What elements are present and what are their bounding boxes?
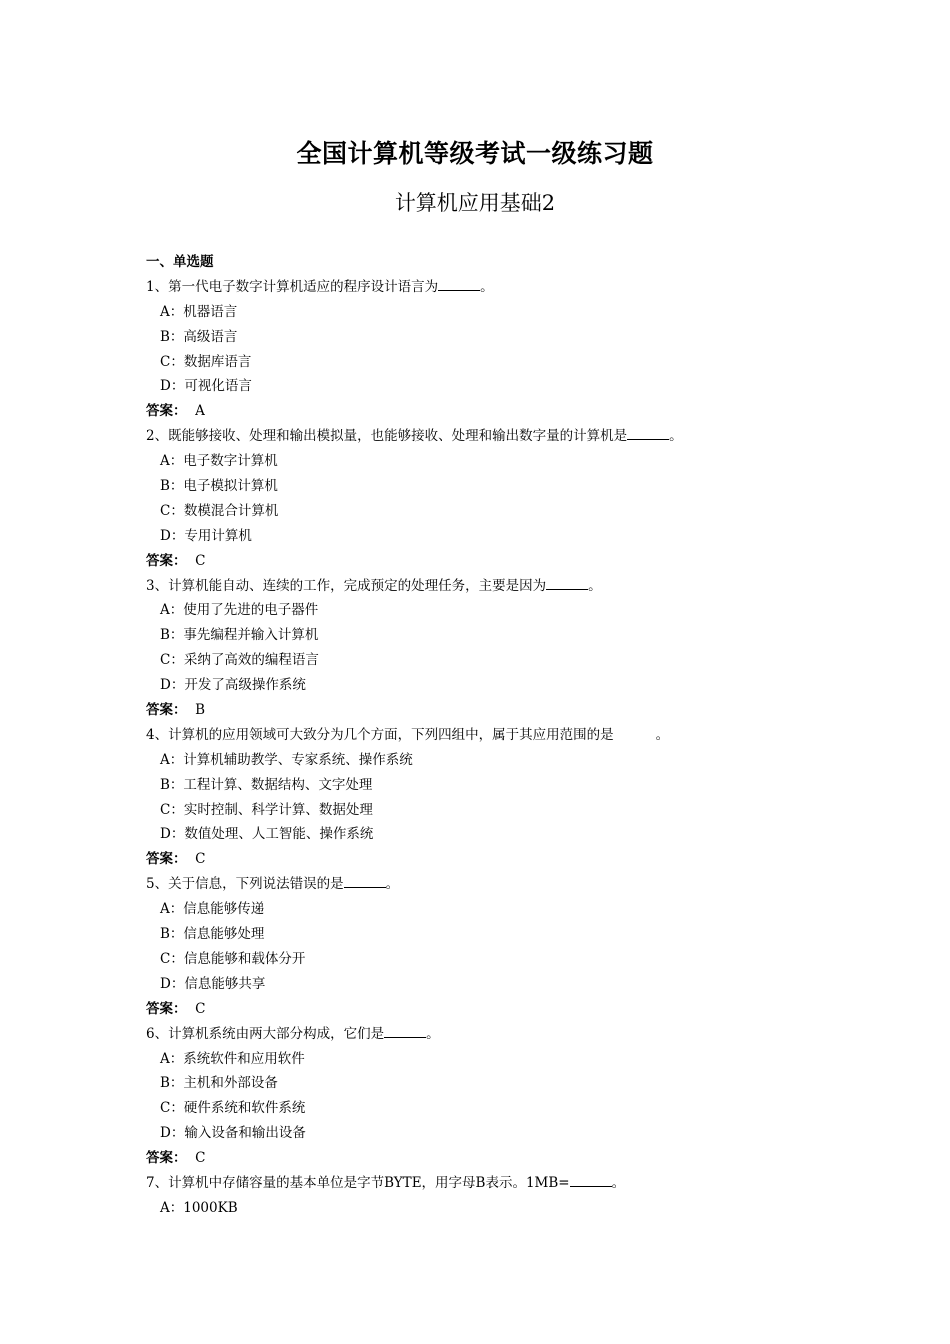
option-d: D：输入设备和输出设备 xyxy=(160,1125,306,1142)
answer-blank xyxy=(546,575,588,590)
option-c: C：采纳了高效的编程语言 xyxy=(160,652,319,669)
question-stem: 6、计算机系统由两大部分构成，它们是 xyxy=(146,1025,385,1042)
option-a: A：计算机辅助教学、专家系统、操作系统 xyxy=(160,751,413,768)
answer-label: 答案： xyxy=(146,851,187,868)
page-title: 全国计算机等级考试一级练习题 xyxy=(296,139,654,168)
answer-line xyxy=(146,549,846,574)
option-b: B：高级语言 xyxy=(160,328,238,345)
section-heading: 一、单选题 xyxy=(146,254,214,270)
answer-value: C xyxy=(195,552,206,569)
answer-value: C xyxy=(195,1150,206,1167)
question-stem-end: 。 xyxy=(385,876,400,893)
question-2 xyxy=(146,424,846,449)
question-stem: 5、关于信息，下列说法错误的是 xyxy=(146,876,344,893)
answer-label: 答案： xyxy=(146,702,187,719)
answer-label: 答案： xyxy=(146,1150,187,1167)
option-a: A：机器语言 xyxy=(160,303,238,320)
question-stem: 7、计算机中存储容量的基本单位是字节BYTE，用字母B表示。1MB= xyxy=(146,1174,570,1191)
option-b: B：主机和外部设备 xyxy=(160,1075,278,1092)
question-6 xyxy=(146,1022,846,1047)
question-3 xyxy=(146,574,846,599)
question-stem-end: 。 xyxy=(480,278,494,295)
option-c: C：数据库语言 xyxy=(160,353,252,370)
answer-value: C xyxy=(195,1000,206,1017)
option-c: C：硬件系统和软件系统 xyxy=(160,1100,306,1117)
question-stem-end: 。 xyxy=(655,726,670,743)
answer-value: B xyxy=(195,702,206,719)
answer-value: C xyxy=(195,851,206,868)
question-list xyxy=(146,250,846,1221)
question-7 xyxy=(146,1171,846,1196)
option-b: B：工程计算、数据结构、文字处理 xyxy=(160,776,373,793)
answer-line xyxy=(146,1146,846,1171)
answer-label: 答案： xyxy=(146,552,187,569)
option-a: A：电子数字计算机 xyxy=(160,453,278,470)
question-stem: 2、既能够接收、处理和输出模拟量，也能够接收、处理和输出数字量的计算机是 xyxy=(146,428,628,445)
page-subtitle: 计算机应用基础2 xyxy=(394,191,556,215)
question-stem-end: 。 xyxy=(611,1174,626,1191)
option-a: A：使用了先进的电子器件 xyxy=(160,602,319,619)
answer-line xyxy=(146,997,846,1022)
question-stem: 1、第一代电子数字计算机适应的程序设计语言为 xyxy=(146,278,439,295)
answer-line xyxy=(146,698,846,723)
option-b: B：电子模拟计算机 xyxy=(160,478,278,495)
answer-line xyxy=(146,399,846,424)
answer-line xyxy=(146,847,846,872)
option-c: C：信息能够和载体分开 xyxy=(160,950,306,967)
option-d: D：专用计算机 xyxy=(160,527,252,544)
question-1 xyxy=(146,275,846,300)
answer-blank xyxy=(570,1172,612,1187)
option-b: B：信息能够处理 xyxy=(160,926,265,943)
answer-value: A xyxy=(195,403,205,420)
option-a: A：信息能够传递 xyxy=(160,901,265,918)
option-c: C：实时控制、科学计算、数据处理 xyxy=(160,801,373,818)
question-stem: 4、计算机的应用领域可大致分为几个方面，下列四组中，属于其应用范围的是 xyxy=(146,726,614,743)
option-a: A：系统软件和应用软件 xyxy=(160,1050,305,1067)
answer-blank xyxy=(344,873,386,888)
answer-label: 答案： xyxy=(146,1000,187,1017)
answer-blank xyxy=(384,1023,426,1038)
question-stem: 3、计算机能自动、连续的工作，完成预定的处理任务，主要是因为 xyxy=(146,577,547,594)
answer-label: 答案： xyxy=(146,403,187,420)
question-stem-end: 。 xyxy=(669,428,683,445)
option-d: D：开发了高级操作系统 xyxy=(160,677,306,694)
option-b: B：事先编程并输入计算机 xyxy=(160,627,319,644)
option-d: D：信息能够共享 xyxy=(160,975,266,992)
question-4 xyxy=(146,723,846,748)
question-stem-end: 。 xyxy=(426,1025,440,1042)
option-d: D：可视化语言 xyxy=(160,378,252,395)
option-a: A：1000KB xyxy=(160,1199,238,1216)
answer-blank xyxy=(438,276,480,291)
answer-blank xyxy=(627,425,669,440)
option-d: D：数值处理、人工智能、操作系统 xyxy=(160,826,374,843)
question-5 xyxy=(146,872,846,897)
option-c: C：数模混合计算机 xyxy=(160,502,279,519)
question-stem-end: 。 xyxy=(588,577,602,594)
